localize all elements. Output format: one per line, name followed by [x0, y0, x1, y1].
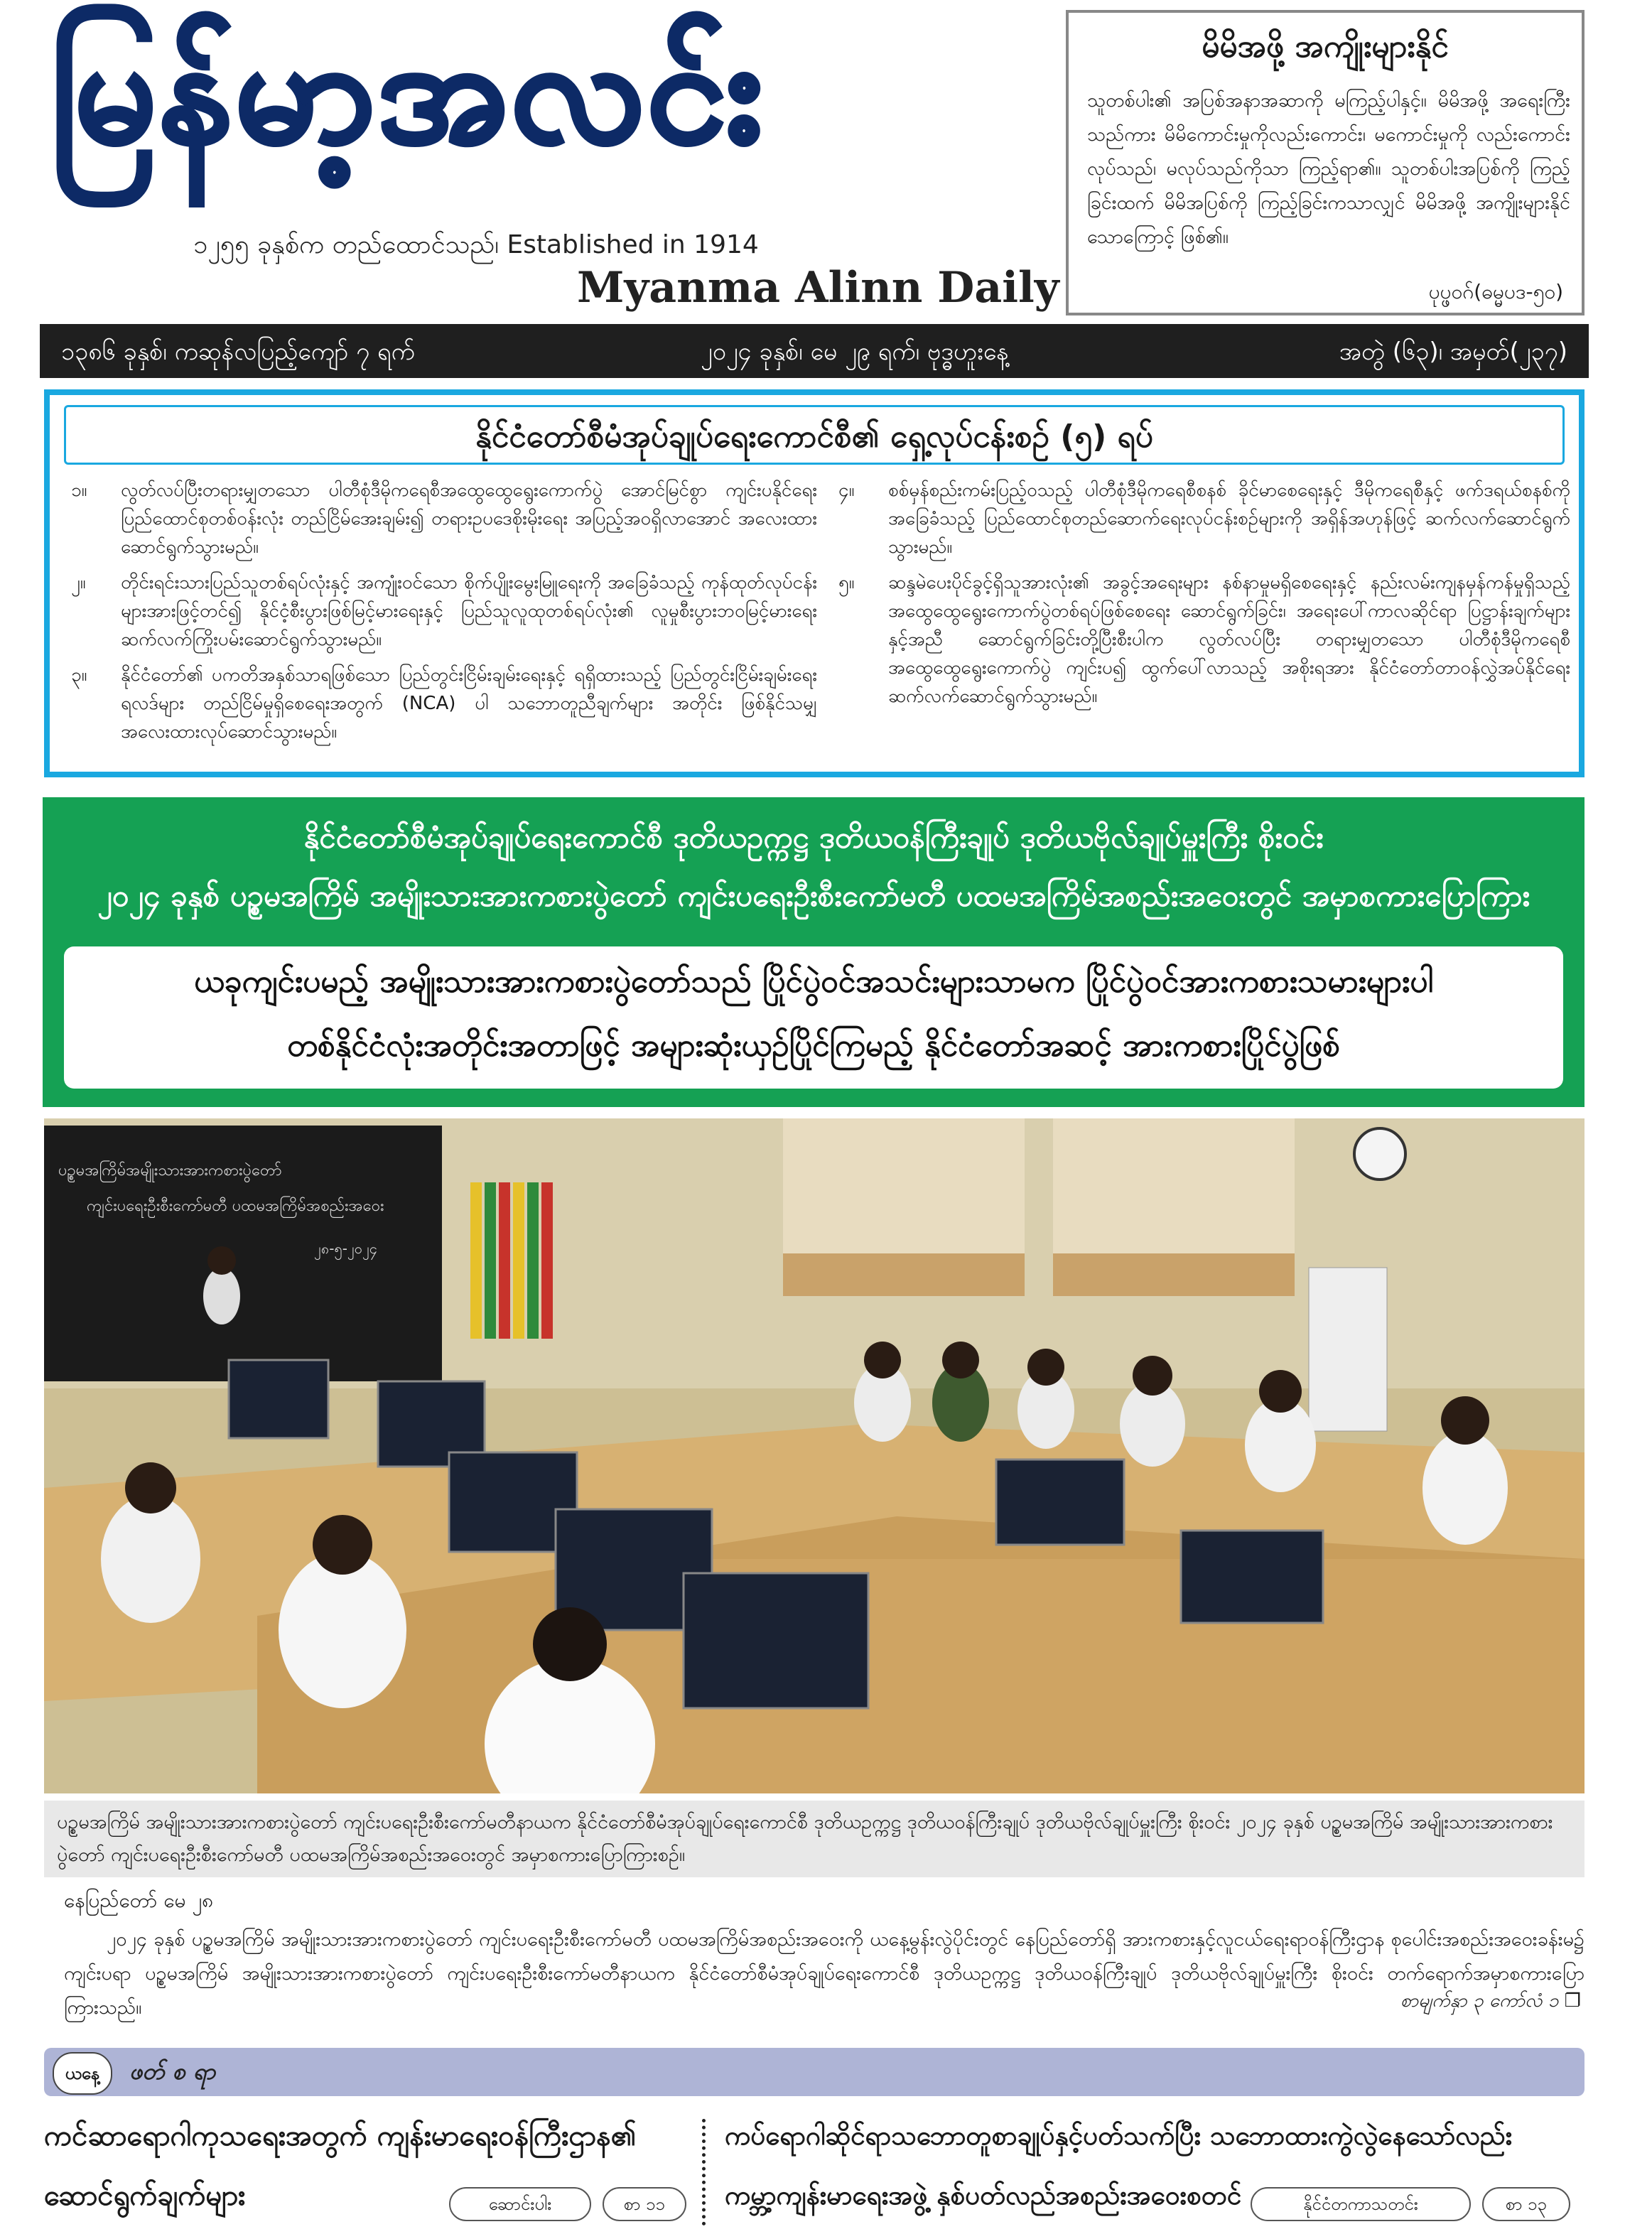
teaser-title-line-1: ကင်ဆာရောဂါကုသရေးအတွက် ကျန်းမာရေးဝန်ကြီးဌာန၏: [44, 2120, 637, 2152]
established-line: ၁၂၅၅ ခုနှစ်က တည်ထောင်သည်၊ Established in 1914: [193, 230, 759, 259]
section-tag: ဆောင်းပါး: [449, 2187, 591, 2221]
clock-icon: [1354, 1128, 1405, 1180]
objective-number: ၄။: [838, 480, 855, 501]
subheadline-line-2: တစ်နိုင်ငံလုံးအတိုင်းအတာဖြင့် အများဆုံးယှဉ်ပြိုင်ကြမည့် နိုင်ငံတော်အဆင့် အားကစားပြိုင်ပွဲဖြစ်: [287, 1027, 1340, 1064]
teaser-title-line-2: ဆောင်ရွက်ချက်များ: [44, 2179, 246, 2212]
objective-number: ၅။: [838, 572, 855, 593]
objective-number: ၃။: [71, 664, 87, 686]
gregorian-date: ၂၀၂၄ ခုနှစ်၊ မေ ၂၉ ရက်၊ ဗုဒ္ဓဟူးနေ့: [701, 338, 1009, 366]
slide-text-2: ကျင်းပရေးဦးစီးကော်မတီ ပထမအကြိမ်အစည်းအဝေး: [87, 1197, 384, 1215]
objective-item: [71, 476, 817, 561]
objective-text: လွတ်လပ်ပြီးတရားမျှတသော ပါတီစုံဒီမိုကရေစီအထွေထွေရွေးကောက်ပွဲ အောင်မြင်စွာ ကျင်းပနိုင်ရေး ပြည်ထောင်စုတစ်ဝန်းလုံး တည်ငြိမ်အေးချမ်း၍ တရားဥပဒေစိုးမိုးရေး အပြည့်အဝရှိလာအောင် အလေးထားဆောင်ရွက်သွားမည်။: [121, 480, 817, 558]
today-badge: ယနေ့: [53, 2052, 112, 2095]
quote-box: [1066, 10, 1584, 315]
objective-text: ဆန္ဒမဲပေးပိုင်ခွင့်ရှိသူအားလုံး၏ အခွင့်အရေးများ နစ်နာမှုမရှိစေရေးနှင့် နည်းလမ်းကျနမှန်ကန်မှုရှိသည့် အထွေထွေရွေးကောက်ပွဲတစ်ရပ်ဖြစ်စေရေး ဆောင်ရွက်ခြင်း၊ အရေးပေါ်ကာလဆိုင်ရာ ပြဋ္ဌာန်းချက်များနှင့်အညီ ဆောင်ရွက်ခြင်းတို့ပြီးစီးပါက လွတ်လပ်ပြီး တရားမျှတသော ပါတီစုံဒီမိုကရေစီအထွေထွေရွေးကောက်ပွဲ ကျင်းပ၍ ထွက်ပေါ်လာသည့် အစိုးရအား နိုင်ငံတော်တာဝန်လွှဲအပ်နိုင်ရေး ဆက်လက်ဆောင်ရွက်သွားမည်။: [888, 572, 1570, 707]
volume-number: အတွဲ (၆၃)၊ အမှတ်(၂၃၇): [1339, 338, 1567, 366]
objectives-box: [44, 389, 1584, 777]
section-tag: နိုင်ငံတကာသတင်း: [1251, 2187, 1471, 2221]
objective-item: [71, 568, 817, 654]
objective-text: တိုင်းရင်းသားပြည်သူတစ်ရပ်လုံးနှင့် အကျုံးဝင်သော စိုက်ပျိုးမွေးမြူရေးကို အခြေခံသည့် ကုန်ထုတ်လုပ်ငန်းများအားဖြင့်တင်၍ နိုင်ငံ့စီးပွားဖြစ်မြင့်မားရေးနှင့် ပြည်သူလူထုတစ်ရပ်လုံး၏ လူမှုစီးပွားဘဝမြင့်မားရေး ဆက်လက်ကြိုးပမ်းဆောင်ရွက်သွားမည်။: [121, 572, 817, 650]
headline-banner: [43, 797, 1584, 1107]
objectives-title: နိုင်ငံတော်စီမံအုပ်ချုပ်ရေးကောင်စီ၏ ရှေ့လုပ်ငန်းစဉ် (၅) ရပ်: [64, 405, 1565, 465]
meeting-room-illustration: [44, 1118, 1584, 1793]
page-tag: စာ ၁၁: [603, 2187, 686, 2221]
teaser-title-line-2: ကမ္ဘာ့ကျန်းမာရေးအဖွဲ့ နှစ်ပတ်လည်အစည်းအဝေးစတင်: [725, 2180, 1242, 2211]
myanmar-date: ၁၃၈၆ ခုနှစ်၊ ကဆုန်လပြည့်ကျော် ၇ ရက်: [61, 338, 415, 366]
photo-caption: ပဉ္စမအကြိမ် အမျိုးသားအားကစားပွဲတော် ကျင်းပရေးဦးစီးကော်မတီနာယက နိုင်ငံတော်စီမံအုပ်ချုပ်ရေးကောင်စီ ဒုတိယဥက္ကဋ္ဌ ဒုတိယဝန်ကြီးချုပ် ဒုတိယဗိုလ်ချုပ်မှူးကြီး စိုးဝင်း ၂၀၂၄ ခုနှစ် ပဉ္စမအကြိမ် အမျိုးသားအားကစားပွဲတော် ကျင်းပရေးဦးစီးကော်မတီ ပထမအကြိမ်အစည်းအဝေးတွင် အမှာစကားပြောကြားစဉ်။: [57, 1811, 1553, 1866]
quote-source: ပုပ္ဖဝဂ်(ဓမ္မပဒ-၅၀): [1428, 280, 1563, 303]
english-name: Myanma Alinn Daily: [577, 263, 1059, 313]
masthead: [51, 9, 1059, 313]
objective-item: [838, 476, 1570, 561]
slide-text-1: ပဉ္စမအကြိမ်အမျိုးသားအားကစားပွဲတော်: [58, 1162, 282, 1180]
objective-text: စစ်မှန်စည်းကမ်းပြည့်ဝသည့် ပါတီစုံဒီမိုကရေစီစနစ် ခိုင်မာစေရေးနှင့် ဒီမိုကရေစီနှင့် ဖက်ဒရယ်စနစ်ကိုအခြေခံသည့် ပြည်ထောင်စုတည်ဆောက်ရေးလုပ်ငန်းစဉ်များကို အရှိန်အဟုန်ဖြင့် ဆက်လက်ဆောင်ရွက်သွားမည်။: [888, 480, 1570, 558]
subheadline-box: [64, 946, 1563, 1089]
teaser-title-line-1: ကပ်ရောဂါဆိုင်ရာသဘောတူစာချုပ်နှင့်ပတ်သက်ပြီး သဘောထားကွဲလွဲနေသော်လည်း: [725, 2120, 1513, 2151]
headline-line-1: နိုင်ငံတော်စီမံအုပ်ချုပ်ရေးကောင်စီ ဒုတိယဥက္ကဋ္ဌ ဒုတိယဝန်ကြီးချုပ် ဒုတိယဗိုလ်ချုပ်မှူးကြီး စိုးဝင်း: [303, 820, 1324, 855]
teaser-divider: [702, 2119, 706, 2225]
continued-link[interactable]: စာမျက်နှာ ၃ ကော်လံ ၁ ❐: [1400, 1990, 1581, 2012]
objective-text: နိုင်ငံတော်၏ ပကတိအနှစ်သာရဖြစ်သော ပြည်တွင်းငြိမ်းချမ်းရေးနှင့် ရရှိထားသည့် ပြည်တွင်းငြိမ်းချမ်းရေးရလဒ်များ တည်ငြိမ်မှုရှိစေရေးအတွက် (NCA) ပါ သဘောတူညီချက်များ အတိုင်း ဖြစ်နိုင်သမျှ အလေးထားလုပ်ဆောင်သွားမည်။: [121, 664, 817, 743]
inside-label: ဖတ် စ ရာ: [129, 2058, 216, 2085]
objective-number: ၂။: [71, 572, 86, 593]
date-bar: [40, 324, 1589, 378]
teaser-right[interactable]: [725, 2110, 1584, 2231]
inside-bar: [44, 2048, 1584, 2096]
objective-number: ၁။: [71, 480, 87, 501]
objective-item: [838, 568, 1570, 746]
slide-date: ၂၈-၅-၂၀၂၄: [314, 1240, 378, 1257]
teaser-left[interactable]: [44, 2110, 691, 2231]
objective-item: [71, 661, 817, 746]
article-dateline: နေပြည်တော် မေ ၂၈: [64, 1889, 214, 1912]
subheadline-line-1: ယခုကျင်းပမည့် အမျိုးသားအားကစားပွဲတော်သည် ပြိုင်ပွဲဝင်အသင်းများသာမက ပြိုင်ပွဲဝင်အားကစားသမားများပါ: [194, 964, 1433, 1000]
headline-line-2: ၂၀၂၄ ခုနှစ် ပဉ္စမအကြိမ် အမျိုးသားအားကစားပွဲတော် ကျင်းပရေးဦးစီးကော်မတီ ပထမအကြိမ်အစည်းအဝေးတွင် အမှာစကားပြောကြား: [97, 878, 1530, 913]
newspaper-logo-title: မြန်မာ့အလင်း: [51, 9, 765, 175]
meeting-photo: [44, 1118, 1584, 1793]
quote-title: မိမိအဖို့ အကျိုးများနိုင်: [1202, 28, 1449, 65]
article-body: ၂၀၂၄ ခုနှစ် ပဉ္စမအကြိမ် အမျိုးသားအားကစားပွဲတော် ကျင်းပရေးဦးစီးကော်မတီ ပထမအကြိမ်အစည်းအဝေးကို ယနေ့မွန်းလွဲပိုင်းတွင် နေပြည်တော်ရှိ အားကစားနှင့်လူငယ်ရေးရာဝန်ကြီးဌာန စုပေါင်းအစည်းအဝေးခန်းမ၌ ကျင်းပရာ ပဉ္စမအကြိမ် အမျိုးသားအားကစားပွဲတော် ကျင်းပရေးဦးစီးကော်မတီနာယက နိုင်ငံတော်စီမံအုပ်ချုပ်ရေးကောင်စီ ဒုတိယဥက္ကဋ္ဌ ဒုတိယဝန်ကြီးချုပ် ဒုတိယဗိုလ်ချုပ်မှူးကြီး စိုးဝင်း တက်ရောက်အမှာစကားပြောကြားသည်။: [64, 1928, 1584, 2019]
page-tag: စာ ၁၃: [1482, 2187, 1570, 2221]
photo-caption-box: [44, 1801, 1584, 1877]
quote-body: သူတစ်ပါး၏ အပြစ်အနာအဆာကို မကြည့်ပါနှင့်။ မိမိအဖို့ အရေးကြီးသည်ကား မိမိကောင်းမှုကိုလည်းကောင်း၊ မကောင်းမှုကို လည်းကောင်း လုပ်သည်၊ မလုပ်သည်ကိုသာ ကြည့်ရာ၏။ သူတစ်ပါးအပြစ်ကို ကြည့်ခြင်းထက် မိမိအပြစ်ကို ကြည့်ခြင်းကသာလျှင် မိမိအဖို့ အကျိုးများနိုင်သောကြောင့် ဖြစ်၏။: [1087, 90, 1570, 248]
